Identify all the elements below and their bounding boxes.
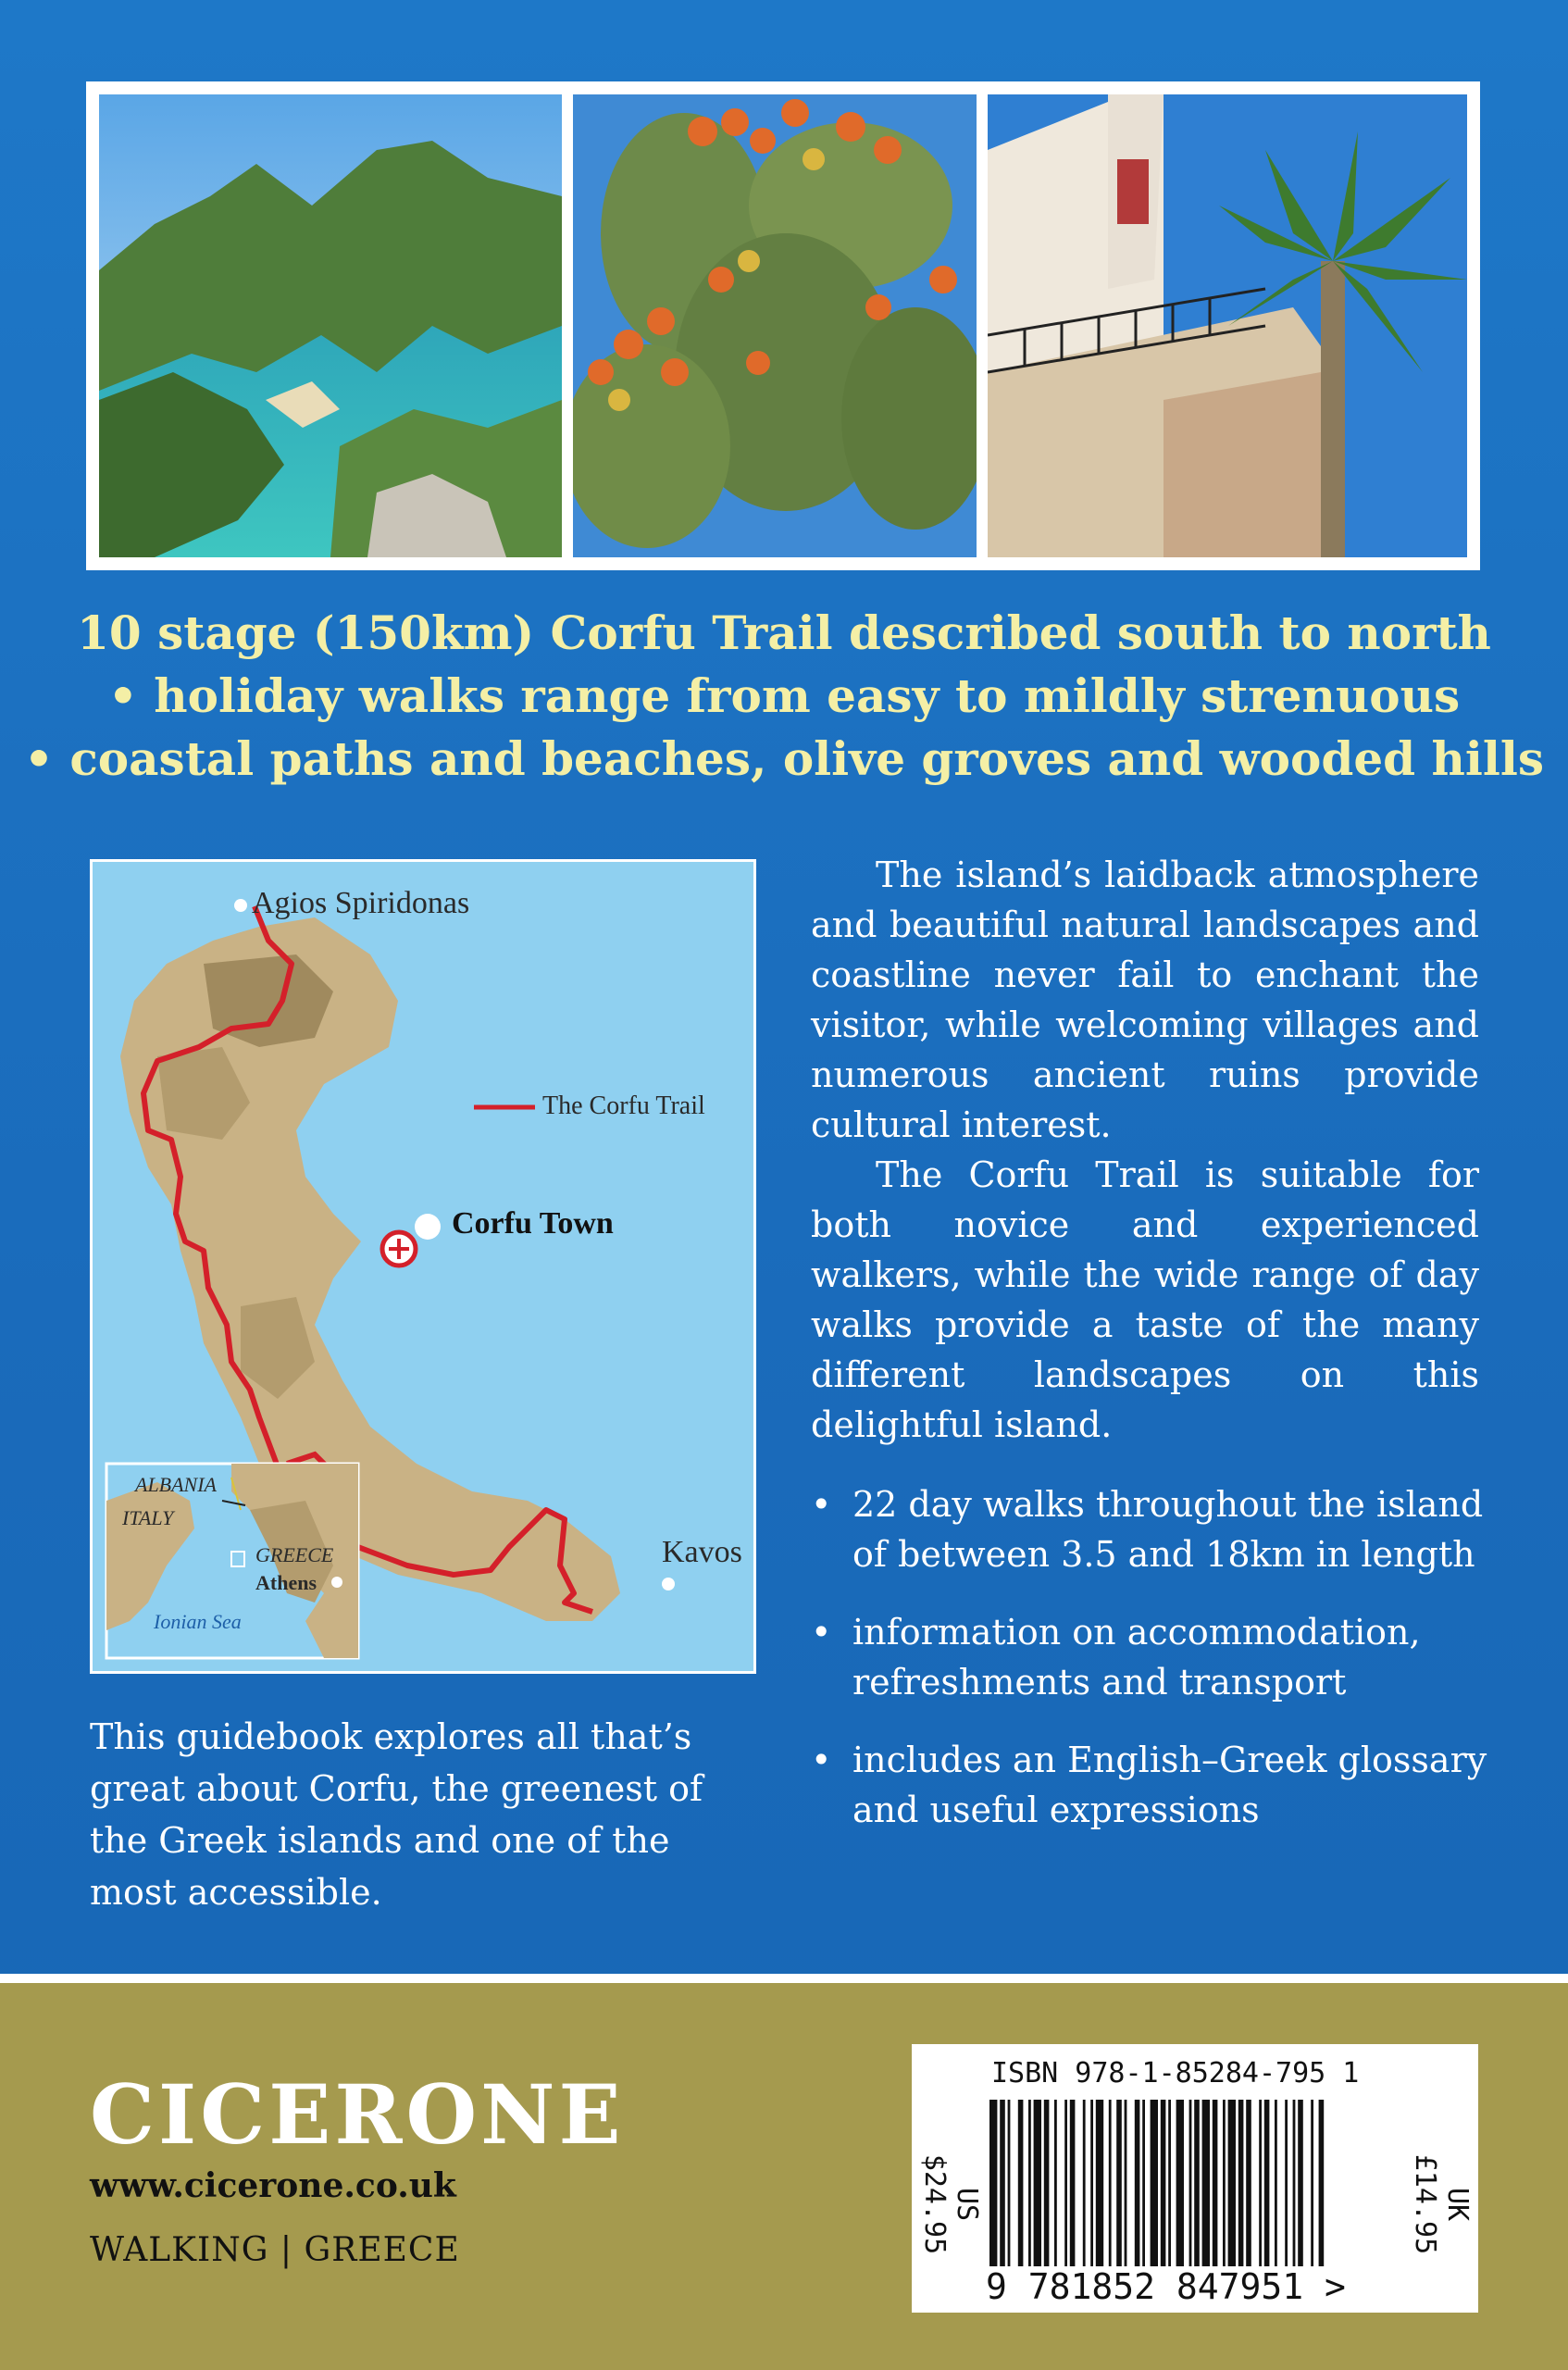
bell-tower-palm-photo [988, 94, 1467, 557]
inset-label-italy: ITALY [122, 1506, 174, 1529]
inset-label-ionian-sea: Ionian Sea [154, 1610, 242, 1633]
headline-line-1: 10 stage (150km) Corfu Trail described south to north [77, 605, 1491, 660]
corfu-trail-map [90, 859, 756, 1674]
isbn-barcode-block [912, 2044, 1478, 2313]
feature-bullet-list [811, 1479, 1496, 1863]
uk-price: UK £14.95 [1409, 2153, 1474, 2255]
map-label-kavos: Kavos [662, 1535, 742, 1569]
inset-label-athens: Athens [255, 1571, 317, 1594]
description-text [811, 850, 1479, 1450]
cicerone-logo: CICERONE [90, 2066, 625, 2163]
photo-strip [86, 81, 1480, 570]
headline-line-2: • holiday walks range from easy to mildly strenuous [107, 668, 1461, 723]
coastal-landscape-photo [99, 94, 562, 557]
map-label-corfu-town: Corfu Town [452, 1206, 614, 1241]
footer-divider [0, 1974, 1568, 1983]
prickly-pear-cactus-photo [573, 94, 977, 557]
bullet-text: includes an English–Greek glossary and useful expressions [852, 1740, 1487, 1830]
bullet-item-accommodation: • information on accommodation, refreshments and transport [811, 1612, 1421, 1703]
book-category: WALKING | GREECE [90, 2231, 460, 2269]
inset-label-albania: ALBANIA [135, 1473, 217, 1496]
barcode-number: 9 781852 847951 > [986, 2266, 1346, 2307]
headline-line-3: • coastal paths and beaches, olive groves and wooded hills [24, 731, 1544, 786]
bullet-item-day-walks: • 22 day walks throughout the island of between 3.5 and 18km in length [811, 1484, 1484, 1575]
bullet-item-glossary: • includes an English–Greek glossary and useful expressions [811, 1740, 1487, 1830]
guidebook-summary: This guidebook explores all that’s great about Corfu, the greenest of the Greek islands and one of the most accessible. [90, 1716, 703, 1913]
description-paragraph-1: The island’s laidback atmosphere and beautiful natural landscapes and coastline never fail to enchant the visitor, while welcoming villages and numerous ancient ruins provide cultural interest. [811, 854, 1479, 1145]
description-paragraph-2: The Corfu Trail is suitable for both novice and experienced walkers, while the wide range of day walks provide a taste of the many different landscapes on this delightful island. [811, 1154, 1479, 1445]
headline-block [0, 602, 1568, 791]
isbn-text: ISBN 978-1-85284-795 1 [991, 2057, 1360, 2089]
barcode-bars [989, 2100, 1397, 2266]
bullet-text: 22 day walks throughout the island of between 3.5 and 18km in length [852, 1484, 1484, 1575]
us-price: US $24.95 [918, 2153, 983, 2255]
bullet-text: information on accommodation, refreshments and transport [852, 1612, 1421, 1703]
publisher-website: www.cicerone.co.uk [90, 2166, 456, 2205]
map-legend-label: The Corfu Trail [542, 1091, 705, 1120]
map-label-agios-spiridonas: Agios Spiridonas [252, 886, 470, 920]
inset-label-greece: GREECE [255, 1543, 334, 1566]
